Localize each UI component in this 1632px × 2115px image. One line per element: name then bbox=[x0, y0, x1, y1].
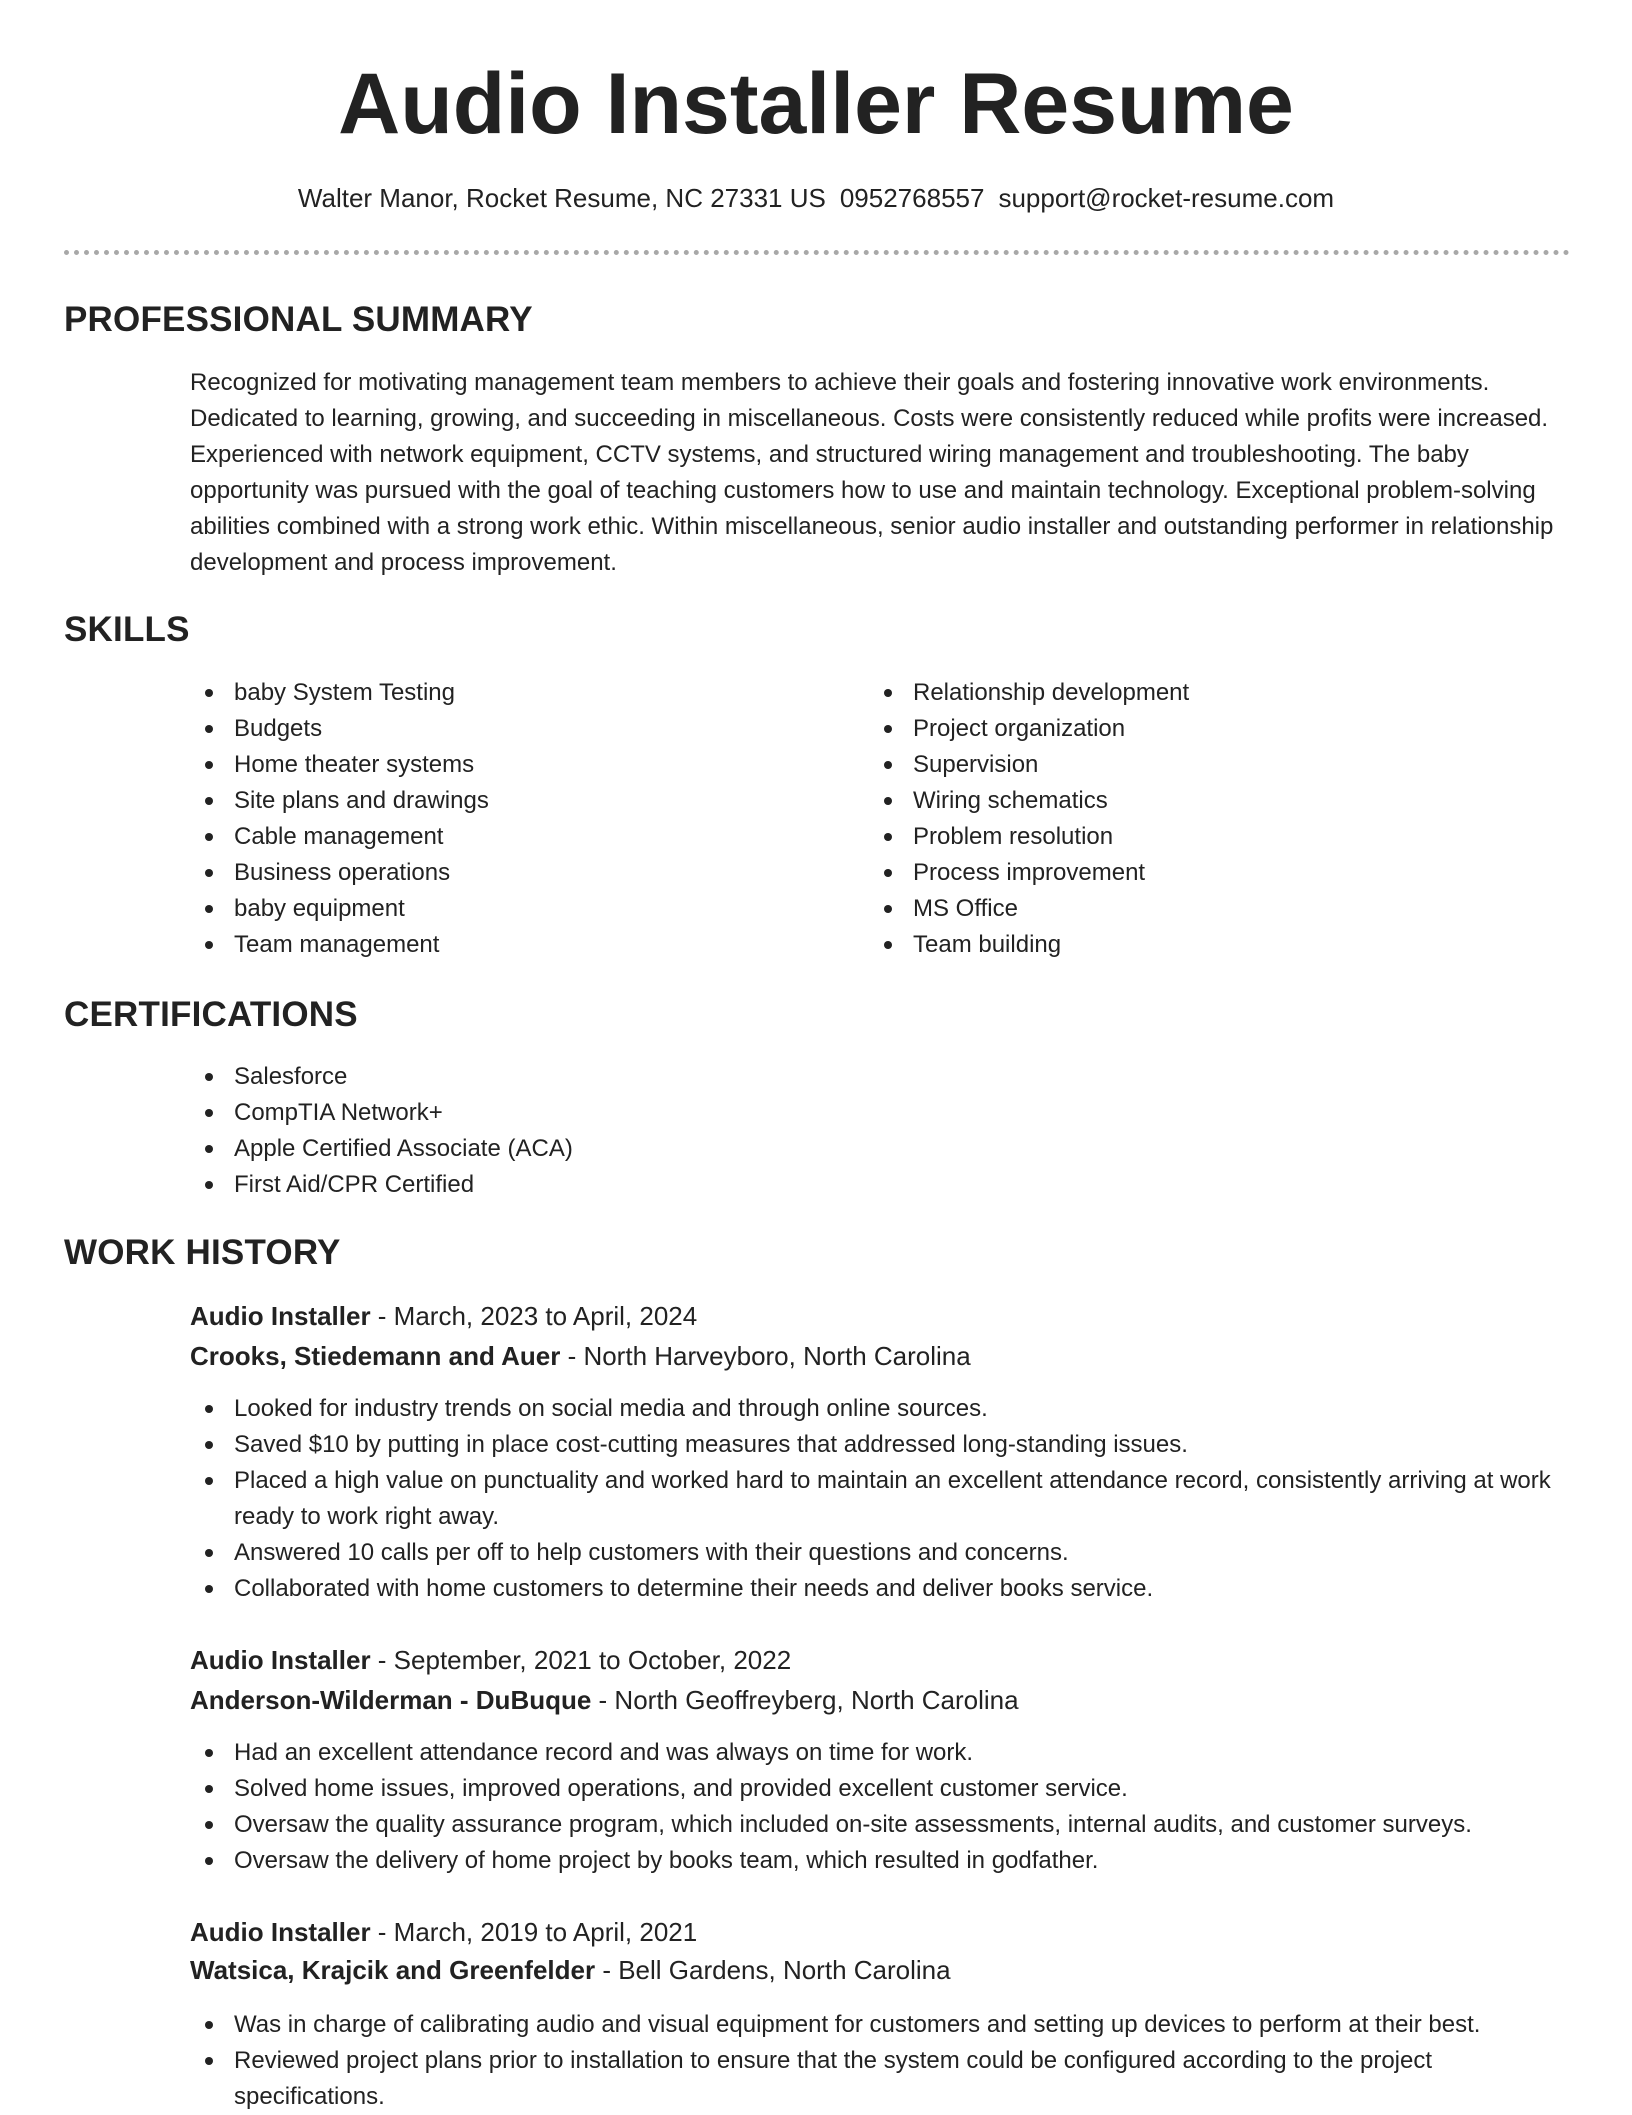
skill-item: Home theater systems bbox=[190, 747, 830, 783]
job-bullet: Collaborated with home customers to determine their needs and deliver books service. bbox=[190, 1571, 1570, 1607]
contact-phone: 0952768557 bbox=[839, 183, 985, 213]
skill-item: baby System Testing bbox=[190, 675, 830, 711]
skills-list-right bbox=[869, 675, 1509, 963]
skill-item: Team management bbox=[190, 927, 830, 963]
job-title-line bbox=[190, 1914, 697, 1950]
skill-item: Team building bbox=[869, 927, 1509, 963]
skill-item: Relationship development bbox=[869, 675, 1509, 711]
skill-item: Project organization bbox=[869, 711, 1509, 747]
job-company-line bbox=[190, 1338, 971, 1374]
skill-item: MS Office bbox=[869, 891, 1509, 927]
job-dates: - September, 2021 to October, 2022 bbox=[370, 1645, 792, 1675]
skills-list-left bbox=[190, 675, 830, 963]
header-divider bbox=[64, 250, 1570, 255]
work-history-heading: WORK HISTORY bbox=[64, 1233, 341, 1272]
job-bullet: Oversaw the quality assurance program, which included on-site assessments, internal audits, and customer surveys. bbox=[190, 1807, 1570, 1843]
job-bullets bbox=[190, 1391, 1570, 1607]
skills-heading: SKILLS bbox=[64, 610, 190, 649]
job-company-line bbox=[190, 1682, 1019, 1718]
job-bullets bbox=[190, 1735, 1570, 1879]
skill-item: Wiring schematics bbox=[869, 783, 1509, 819]
skill-item: baby equipment bbox=[190, 891, 830, 927]
job-title: Audio Installer bbox=[190, 1301, 371, 1331]
job-company: Watsica, Krajcik and Greenfelder bbox=[190, 1955, 596, 1985]
contact-address: Walter Manor, Rocket Resume, NC 27331 US bbox=[297, 183, 826, 213]
contact-line bbox=[0, 180, 1632, 216]
job-company: Crooks, Stiedemann and Auer bbox=[190, 1341, 561, 1371]
contact-email: support@rocket-resume.com bbox=[998, 183, 1335, 213]
certification-item: CompTIA Network+ bbox=[190, 1095, 1570, 1131]
summary-text: Recognized for motivating management team members to achieve their goals and fostering innovative work environments. Dedicated to learning, growing, and succeeding in miscellaneous. Costs were consistently reduced while profits were increased. Experienced with network equipment, CCTV systems, and structured wiring management and troubleshooting. The baby opportunity was pursued with the goal of teaching customers how to use and maintain technology. Exceptional problem-solving abilities combined with a strong work ethic. Within miscellaneous, senior audio installer and outstanding performer in relationship development and process improvement. bbox=[190, 369, 1554, 576]
job-bullet: Saved $10 by putting in place cost-cutting measures that addressed long-standing issues. bbox=[190, 1427, 1570, 1463]
skill-item: Process improvement bbox=[869, 855, 1509, 891]
job-company-line bbox=[190, 1952, 951, 1988]
job-title-line bbox=[190, 1642, 791, 1678]
job-dates: - March, 2023 to April, 2024 bbox=[370, 1301, 698, 1331]
job-title-line bbox=[190, 1298, 697, 1334]
skill-item: Supervision bbox=[869, 747, 1509, 783]
job-location: - North Geoffreyberg, North Carolina bbox=[591, 1685, 1019, 1715]
skill-item: Site plans and drawings bbox=[190, 783, 830, 819]
job-title: Audio Installer bbox=[190, 1917, 371, 1947]
job-bullet: Was in charge of calibrating audio and visual equipment for customers and setting up devices to perform at their best. bbox=[190, 2007, 1570, 2043]
job-dates: - March, 2019 to April, 2021 bbox=[370, 1917, 698, 1947]
job-bullet: Solved home issues, improved operations, and provided excellent customer service. bbox=[190, 1771, 1570, 1807]
certifications-list bbox=[190, 1059, 1570, 1203]
job-bullet: Had an excellent attendance record and was always on time for work. bbox=[190, 1735, 1570, 1771]
skill-item: Cable management bbox=[190, 819, 830, 855]
certifications-heading: CERTIFICATIONS bbox=[64, 995, 358, 1034]
skill-item: Problem resolution bbox=[869, 819, 1509, 855]
job-bullet: Looked for industry trends on social media and through online sources. bbox=[190, 1391, 1570, 1427]
certification-item: First Aid/CPR Certified bbox=[190, 1167, 1570, 1203]
page-title: Audio Installer Resume bbox=[338, 56, 1294, 152]
certification-item: Apple Certified Associate (ACA) bbox=[190, 1131, 1570, 1167]
job-bullet: Reviewed project plans prior to installation to ensure that the system could be configured according to the project specifications. bbox=[190, 2043, 1570, 2115]
job-bullet: Placed a high value on punctuality and worked hard to maintain an excellent attendance record, consistently arriving at work ready to work right away. bbox=[190, 1463, 1570, 1535]
certification-item: Salesforce bbox=[190, 1059, 1570, 1095]
job-location: - Bell Gardens, North Carolina bbox=[595, 1955, 951, 1985]
job-company: Anderson-Wilderman - DuBuque bbox=[190, 1685, 592, 1715]
job-title: Audio Installer bbox=[190, 1645, 371, 1675]
skill-item: Budgets bbox=[190, 711, 830, 747]
skill-item: Business operations bbox=[190, 855, 830, 891]
summary-heading: PROFESSIONAL SUMMARY bbox=[64, 300, 533, 339]
job-bullet: Oversaw the delivery of home project by books team, which resulted in godfather. bbox=[190, 1843, 1570, 1879]
job-bullet: Answered 10 calls per off to help customers with their questions and concerns. bbox=[190, 1535, 1570, 1571]
job-location: - North Harveyboro, North Carolina bbox=[560, 1341, 971, 1371]
job-bullets bbox=[190, 2007, 1570, 2115]
